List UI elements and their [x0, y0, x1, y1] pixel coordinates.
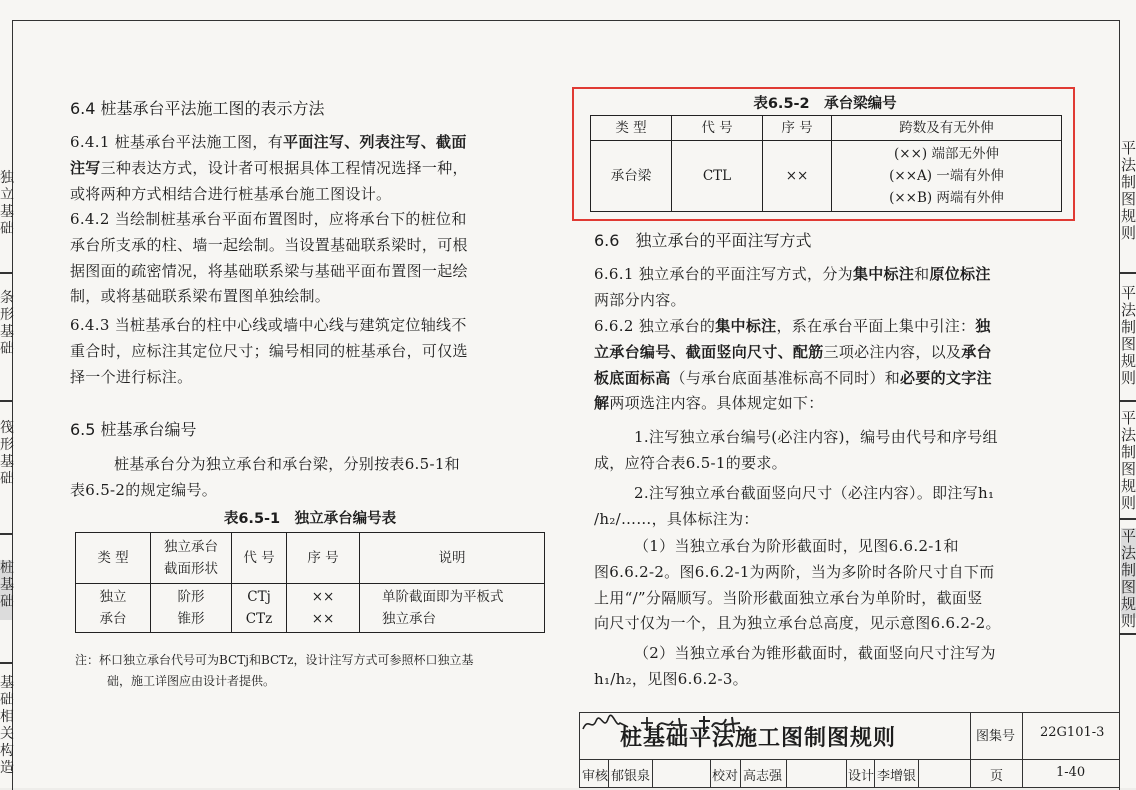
review-label: 审核: [582, 769, 609, 784]
text-run: 6.6.1 独立承台的平面注写方式，分为: [594, 265, 853, 283]
section-heading-6-5: 6.5 桩基承台编号: [70, 420, 197, 439]
table-6-5-1-title: 表6.5-1 独立承台编号表: [223, 511, 397, 527]
paragraph-line: [70, 156, 550, 182]
item-2: [594, 481, 1074, 533]
note-line: 础，施工详图应由设计者提供。: [107, 674, 276, 688]
title-block-divider: [786, 759, 787, 787]
table-header-desc: 说明: [360, 533, 545, 584]
paragraph-line: 图6.6.2-2。图6.6.2-1为两阶，当为多阶时各阶尺寸自下而: [594, 562, 995, 581]
text-run: 三项必注内容，以及: [823, 342, 962, 361]
text-run: 三种表达方式，设计者可根据具体工程情况选择一种，: [100, 158, 468, 177]
text-run: （与承台底面基准标高不同时）和: [670, 368, 901, 387]
highlight-box: [572, 87, 1075, 221]
paragraph-line: 择一个进行标注。: [70, 367, 193, 386]
cell-line: ××: [311, 589, 335, 605]
text-run: ，系在承台平面上集中引注：: [776, 317, 976, 335]
table-header-seq: 序 号: [763, 116, 832, 141]
right-tab-rules-4: 平 法 制 图 规 则: [1121, 527, 1136, 630]
paragraph-6-6-1: [594, 262, 1074, 314]
paragraph-line: 重合时，应标注其定位尺寸；编号相同的桩基承台，可仅选: [70, 341, 468, 360]
left-tab-raft-foundation: 筏 形 基 础: [0, 420, 14, 487]
title-block-divider: [1022, 713, 1023, 787]
paragraph-line: 2.注写独立承台截面竖向尺寸（必注内容）。即注写h₁: [634, 484, 995, 502]
paragraph-line: 上用“/”分隔顺写。当阶形截面独立承台为单阶时，截面竖: [594, 588, 983, 607]
cell-line: 独立: [99, 589, 127, 605]
text-run-bold: 集中标注: [852, 265, 915, 283]
cell-line: (××) 端部无外伸: [894, 146, 999, 162]
cell-line: 单阶截面即为平板式: [382, 589, 504, 605]
table-header-row: [76, 533, 545, 584]
table-header-type: 类 型: [76, 533, 151, 584]
title-block-divider: [874, 759, 875, 787]
table-cell-code: CTL: [672, 141, 763, 212]
paragraph-line: 两部分内容。: [594, 290, 686, 309]
text-run-bold: 集中标注: [715, 317, 777, 335]
text-run: 和: [914, 265, 930, 283]
title-block-divider: [740, 759, 741, 787]
table-header-code: 代 号: [672, 116, 763, 141]
cell-line: 锥形: [177, 611, 205, 627]
paragraph-line: 据图面的疏密情况，将基础联系梁与基础平面布置图一起绘: [70, 261, 468, 280]
text-run: 6.6.2 独立承台的: [594, 317, 716, 335]
paragraph-line: [594, 314, 1074, 340]
text-run-bold: 平面注写、列表注写、截面: [283, 133, 467, 151]
review-name: 郁银泉: [611, 769, 651, 784]
text-run-bold: 承台: [961, 342, 992, 361]
right-tab-divider: [1120, 400, 1136, 402]
cell-line: CTz: [245, 611, 273, 627]
table-header-code: 代 号: [232, 533, 287, 584]
atlas-number: 22G101-3: [1040, 725, 1105, 740]
table-6-5-1: [75, 532, 545, 633]
paragraph-line: （2）当独立承台为锥形截面时，截面竖向尺寸注写为: [634, 644, 996, 662]
table-footnote: [75, 650, 555, 692]
text-run-bold: 板底面标高: [594, 368, 671, 387]
text-run: 两项选注内容。具体规定如下：: [609, 394, 824, 413]
paragraph-line: [594, 340, 1074, 366]
header-line: 截面形状: [164, 561, 218, 577]
table-cell-desc: [360, 584, 545, 633]
paragraph-line: 向尺寸仅为一个，且为独立承台总高度，见示意图6.6.2-2。: [594, 614, 1001, 633]
design-label: 设计: [848, 769, 875, 784]
atlas-number-label: 图集号: [976, 729, 1016, 744]
table-6-5-2-title: 表6.5-2 承台梁编号: [753, 96, 897, 112]
text-run-bold: 解: [594, 394, 610, 413]
left-tab-divider: [0, 533, 12, 535]
cell-line: 承台: [99, 611, 127, 627]
section-heading-6-6: 6.6 独立承台的平面注写方式: [594, 231, 812, 250]
title-block-divider: [652, 759, 653, 787]
right-tab-divider: [1120, 518, 1136, 520]
left-tab-divider: [0, 400, 12, 402]
item-1: [594, 425, 1074, 477]
paragraph-line: 6.4.3 当桩基承台的柱中心线或墙中心线与建筑定位轴线不: [70, 316, 467, 334]
title-block-divider: [846, 759, 847, 787]
paragraph-6-5: [70, 452, 550, 504]
table-header-type: 类 型: [591, 116, 672, 141]
check-name: 高志强: [743, 769, 783, 784]
paragraph-line: 1.注写独立承台编号(必注内容)，编号由代号和序号组: [634, 428, 998, 446]
text-run-bold: 注写: [70, 158, 101, 177]
item-2-1: [594, 534, 1074, 637]
item-2-2: [594, 641, 1074, 693]
table-cell-code: [232, 584, 287, 633]
table-cell-shape: [151, 584, 232, 633]
left-tab-foundation-details: 基 础 相 关 构 造: [0, 675, 14, 776]
right-tab-rules-2: 平 法 制 图 规 则: [1121, 284, 1136, 387]
table-cell-seq: ××: [763, 141, 832, 212]
right-tab-rules-3: 平 法 制 图 规 则: [1121, 409, 1136, 512]
text-run-bold: 必要的文字注: [900, 368, 992, 387]
check-label: 校对: [712, 769, 739, 784]
drawing-title: 桩基础平法施工图制图规则: [620, 726, 897, 751]
paragraph-line: 表6.5-2的规定编号。: [70, 480, 218, 499]
table-cell-type: 承台梁: [591, 141, 672, 212]
text-run-bold: 原位标注: [929, 265, 991, 283]
right-tab-divider: [1120, 633, 1136, 635]
paragraph-line: 承台所支承的柱、墙一起绘制。当设置基础联系梁时，可根: [70, 235, 468, 254]
cell-line: CTj: [247, 589, 271, 605]
paragraph-6-4-3: [70, 313, 550, 390]
paragraph-line: [594, 391, 1074, 417]
left-tab-independent-foundation: 独 立 基 础: [0, 170, 14, 237]
page-label: 页: [990, 769, 1004, 784]
text-run: 6.4.1 桩基承台平法施工图，有: [70, 133, 284, 151]
section-heading-6-4: 6.4 桩基承台平法施工图的表示方法: [70, 99, 325, 118]
paragraph-line: 或将两种方式相结合进行桩基承台施工图设计。: [70, 184, 392, 203]
title-block-divider: [918, 759, 919, 787]
table-row: [76, 584, 545, 633]
paragraph-line: 桩基承台分为独立承台和承台梁，分别按表6.5-1和: [114, 455, 460, 473]
cell-line: 独立承台: [382, 611, 436, 627]
paragraph-line: /h₂/……，具体标注为：: [594, 509, 759, 528]
title-block: [579, 712, 1120, 788]
header-line: 独立承台: [164, 539, 218, 555]
cell-line: (××A) 一端有外伸: [889, 168, 1004, 184]
paragraph-line: 6.4.2 当绘制桩基承台平面布置图时，应将承台下的桩位和: [70, 210, 467, 228]
design-name: 李增银: [877, 769, 917, 784]
text-run-bold: 独: [975, 317, 991, 335]
paragraph-line: 成，应符合表6.5-1的要求。: [594, 453, 787, 472]
right-tab-rules-1: 平 法 制 图 规 则: [1121, 139, 1136, 242]
paragraph-line: [70, 130, 550, 156]
cell-line: ××: [311, 611, 335, 627]
paragraph-6-6-2: [594, 314, 1074, 417]
table-cell-type: [76, 584, 151, 633]
page-number: 1-40: [1056, 765, 1086, 780]
paragraph-line: [594, 262, 1074, 288]
cell-line: (××B) 两端有外伸: [889, 190, 1004, 206]
paragraph-6-4-1: [70, 130, 550, 207]
cell-line: 阶形: [177, 589, 205, 605]
left-tab-strip-foundation: 条 形 基 础: [0, 290, 14, 357]
title-block-divider: [710, 759, 711, 787]
text-run-bold: 立承台编号、截面竖向尺寸、配筋: [594, 342, 824, 361]
paragraph-line: h₁/h₂，见图6.6.2-3。: [594, 669, 748, 688]
title-block-divider: [970, 713, 971, 787]
note-line: 注：杯口独立承台代号可为BCTj和BCTz，设计注写方式可参照杯口独立基: [75, 653, 474, 667]
table-header-seq: 序 号: [287, 533, 360, 584]
paragraph-line: [594, 366, 1074, 392]
left-tab-divider: [0, 662, 12, 664]
table-header-span: 跨数及有无外伸: [832, 116, 1062, 141]
title-block-divider: [608, 759, 609, 787]
left-tab-pile-foundation: 桩 基 础: [0, 560, 12, 620]
paragraph-6-4-2: [70, 207, 550, 310]
table-header-shape: [151, 533, 232, 584]
table-cell-seq: [287, 584, 360, 633]
paragraph-line: 制，或将基础联系梁布置图单独绘制。: [70, 287, 331, 306]
paragraph-line: （1）当独立承台为阶形截面时，见图6.6.2-1和: [634, 537, 959, 555]
right-tab-divider: [1120, 272, 1136, 274]
left-tab-divider: [0, 272, 12, 274]
title-block-divider: [580, 759, 1119, 760]
